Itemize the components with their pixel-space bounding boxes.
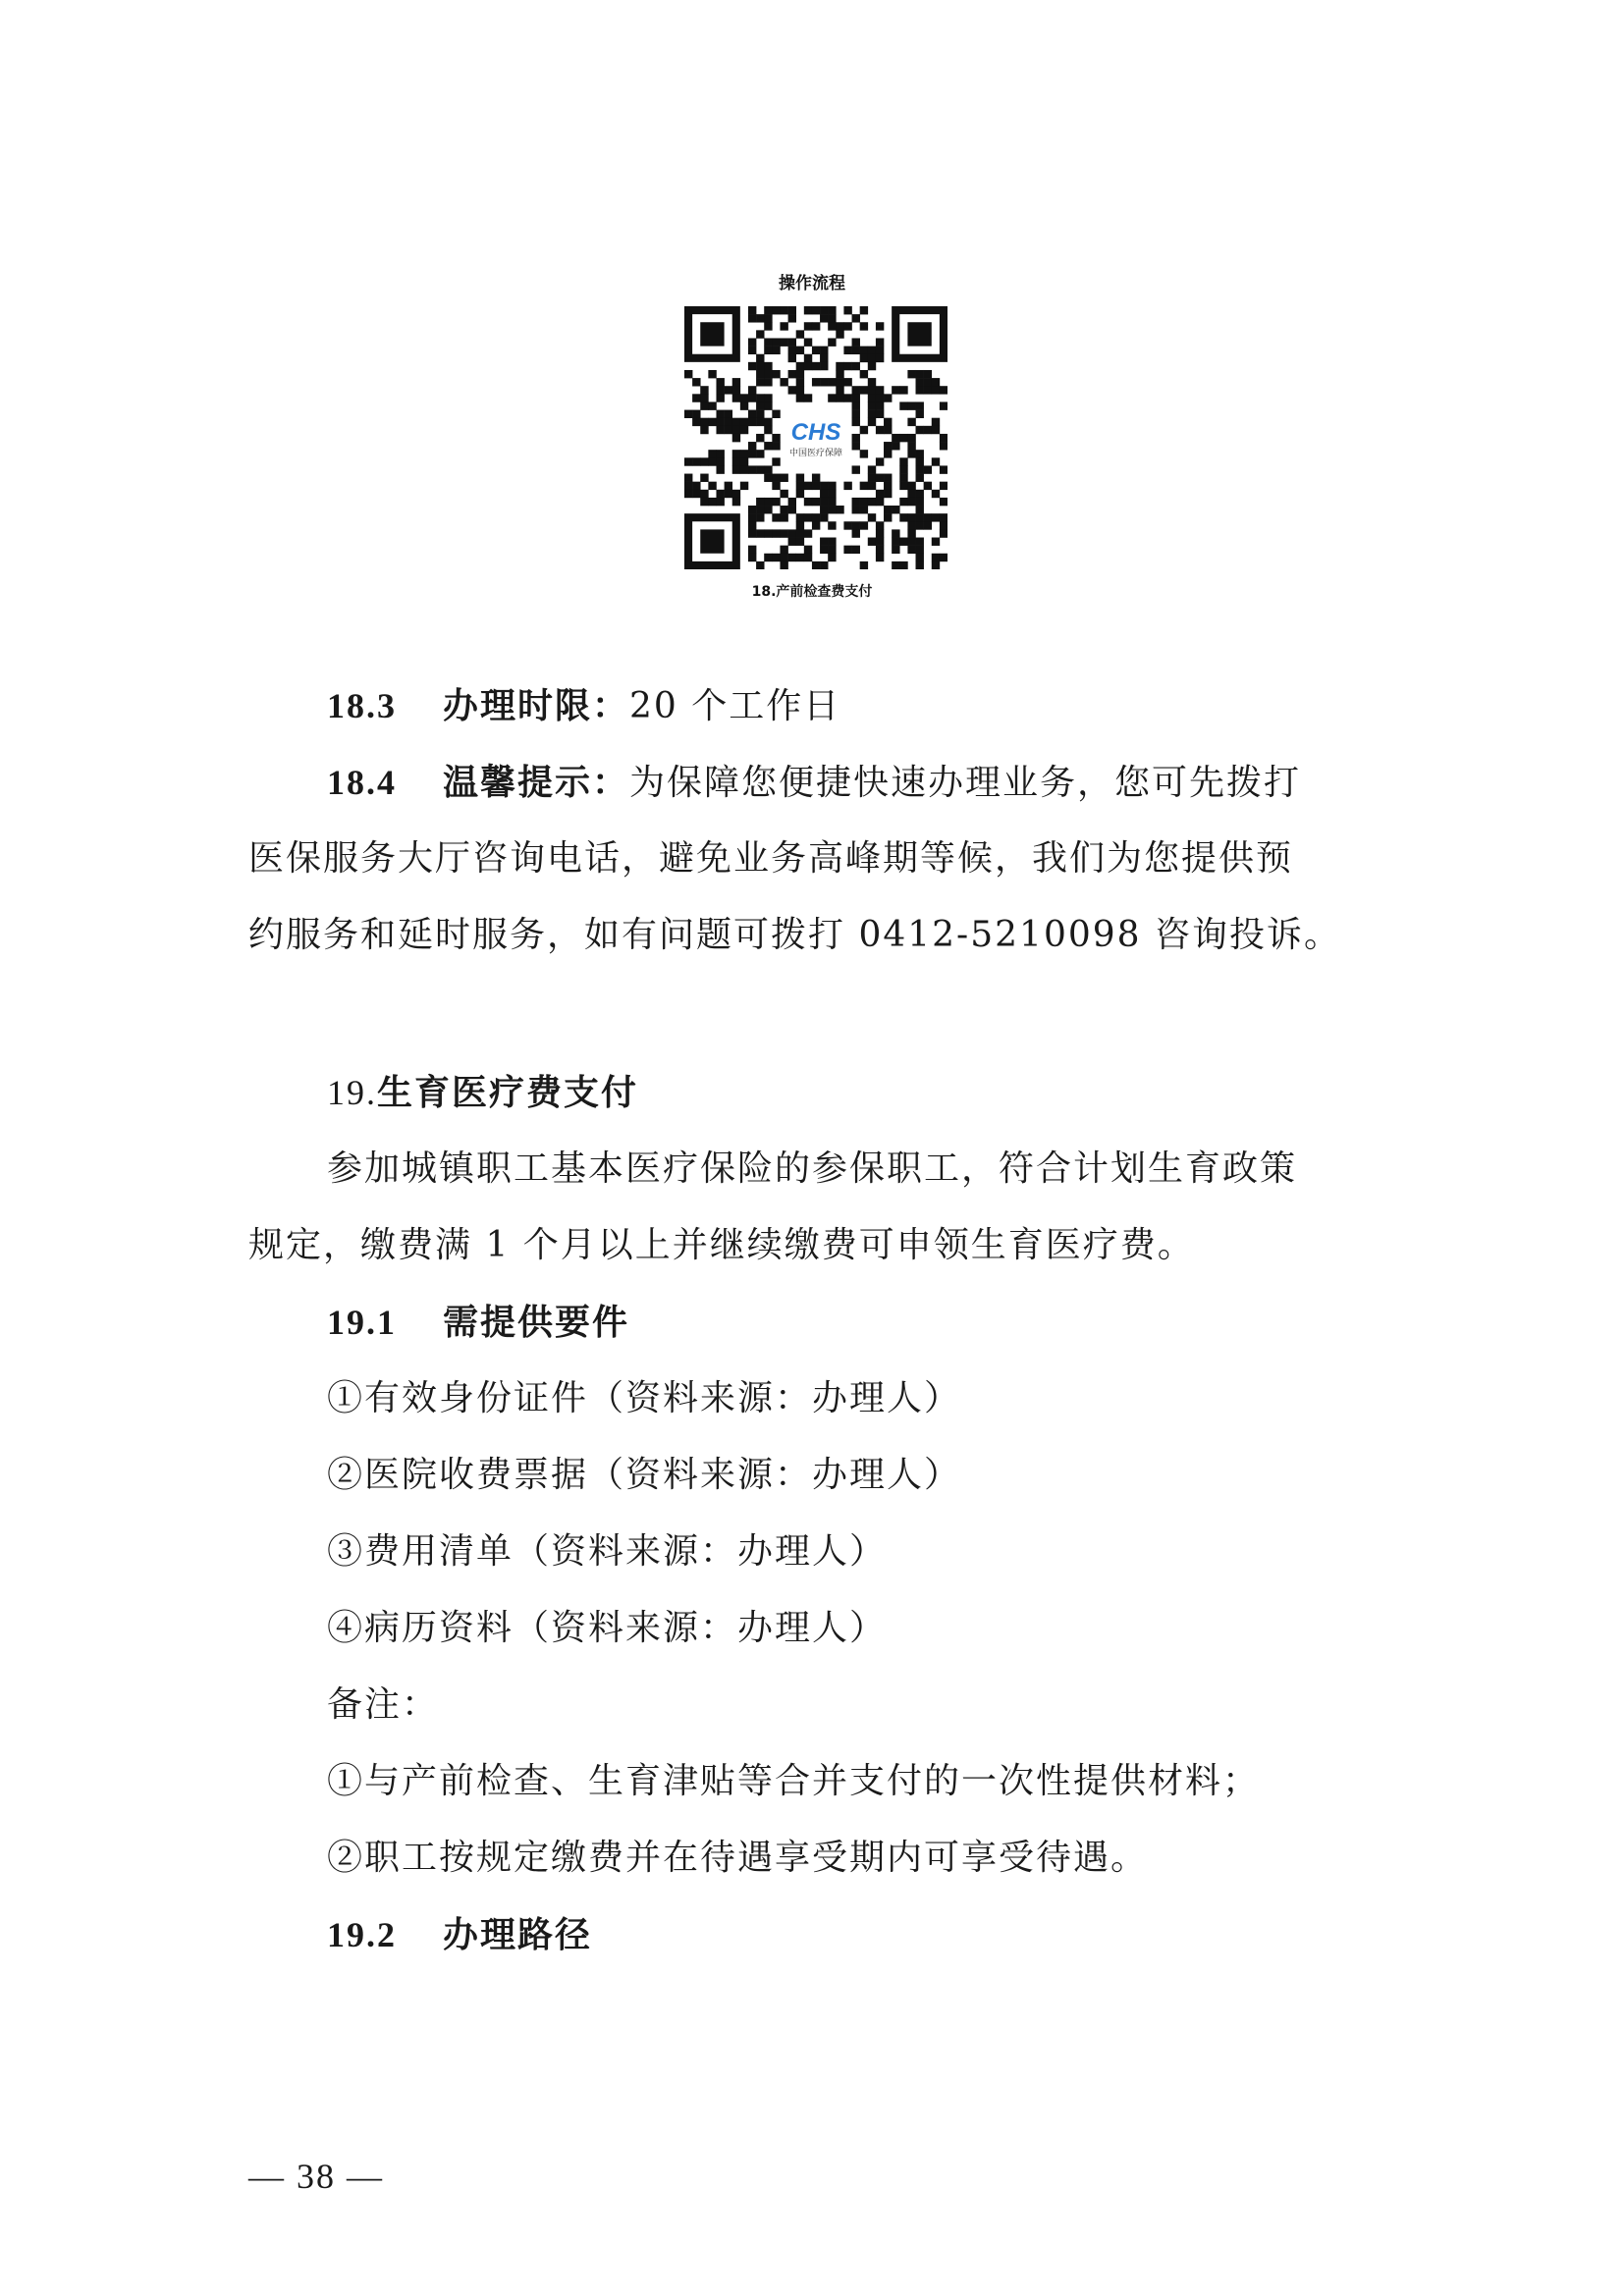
paragraph-line: 规定，缴费满 1 个月以上并继续缴费可申领生育医疗费。 [248, 1225, 1195, 1265]
qr-title: 操作流程 [779, 274, 845, 294]
section-number: 19.1 [327, 1303, 397, 1342]
note-item: ②职工按规定缴费并在待遇享受期内可享受待遇。 [327, 1838, 1149, 1878]
paragraph-text: 为保障您便捷快速办理业务，您可先拨打 [629, 763, 1302, 803]
section-number: 18.4 [327, 763, 397, 802]
section-label: 办理时限： [443, 685, 630, 726]
list-item: ①有效身份证件（资料来源：办理人） [327, 1378, 962, 1418]
section-19-2 [327, 1913, 592, 1957]
note-label: 备注： [327, 1684, 440, 1725]
page-number: — 38 — [248, 2157, 384, 2196]
note-item: ①与产前检查、生育津贴等合并支付的一次性提供材料； [327, 1761, 1261, 1801]
qr-logo [783, 410, 849, 465]
list-item: ②医院收费票据（资料来源：办理人） [327, 1455, 962, 1495]
heading-text: 生育医疗费支付 [377, 1072, 639, 1113]
list-item: ③费用清单（资料来源：办理人） [327, 1531, 888, 1572]
section-label: 温馨提示： [443, 762, 630, 803]
section-number: 19.2 [327, 1915, 397, 1954]
paragraph-line: 约服务和延时服务，如有问题可拨打 0412-5210098 咨询投诉。 [248, 915, 1341, 955]
section-19-heading [327, 1071, 638, 1115]
qr-code [684, 306, 947, 569]
section-18-4 [327, 761, 1301, 805]
paragraph-line: 医保服务大厅咨询电话，避免业务高峰期等候，我们为您提供预 [248, 838, 1294, 879]
section-label: 需提供要件 [443, 1302, 630, 1343]
section-number: 18.3 [327, 686, 397, 725]
qr-logo-text: CHS [790, 419, 841, 446]
section-18-3 [327, 684, 840, 728]
section-label: 办理路径 [443, 1914, 593, 1955]
qr-logo-subtext: 中国医疗保障 [788, 449, 843, 458]
list-item: ④病历资料（资料来源：办理人） [327, 1608, 888, 1648]
section-value: 20 个工作日 [629, 686, 841, 726]
heading-number: 19. [327, 1073, 377, 1112]
section-19-1 [327, 1301, 629, 1345]
paragraph-line: 参加城镇职工基本医疗保险的参保职工，符合计划生育政策 [327, 1148, 1298, 1189]
qr-code-image [684, 306, 947, 569]
qr-caption: 18.产前检查费支付 [751, 584, 873, 600]
